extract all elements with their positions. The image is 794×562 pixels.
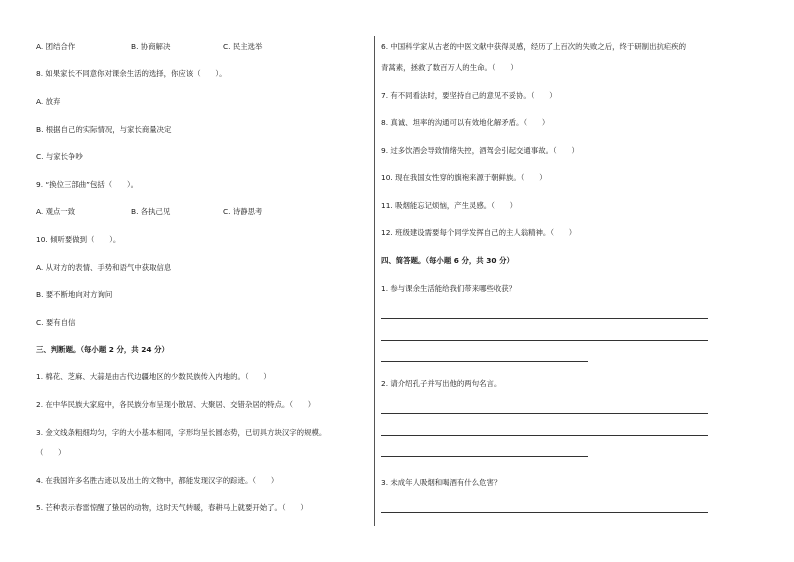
answer-line [381, 456, 588, 457]
section4-title: 四、简答题。（每小题 6 分，共 30 分） [381, 256, 514, 265]
q9-option-c: C. 诗静思考 [223, 207, 263, 216]
judge-item-9: 9. 过多饮酒会导致情绪失控，酒驾会引起交通事故。（ ） [381, 146, 579, 155]
q7-option-a: A. 团结合作 [36, 42, 76, 51]
answer-line [381, 361, 588, 362]
judge-item-2: 2. 在中华民族大家庭中，各民族分布呈现小散居、大聚居、交错杂居的特点。（ ） [36, 400, 316, 409]
q9-stem: 9. “换位三部曲”包括（ ）。 [36, 180, 139, 189]
judge-item-3: 3. 金文线条粗细均匀，字的大小基本相同，字形均呈长圆态势，已切具方块汉字的规模。 [36, 428, 327, 437]
judge-item-5: 5. 芒种表示春雷惊醒了蛰居的动物，这时天气转暖，春耕马上就要开始了。（ ） [36, 503, 308, 512]
q10-stem: 10. 倾听要做到（ ）。 [36, 235, 121, 244]
short-question-3: 3. 未成年人吸烟和喝酒有什么危害？ [381, 478, 502, 487]
q10-option-a: A. 从对方的表情、手势和语气中获取信息 [36, 263, 172, 272]
judge-item-1: 1. 棉花、芝麻、大蒜是由古代边疆地区的少数民族传入内地的。（ ） [36, 372, 271, 381]
judge-item-6-line1: 6. 中国科学家从古老的中医文献中获得灵感，经历了上百次的失败之后，终于研制出抗疟疾的 [381, 42, 687, 51]
judge-item-12: 12. 班级建设需要每个同学发挥自己的主人翁精神。（ ） [381, 228, 577, 237]
answer-line [381, 340, 708, 341]
column-divider [374, 36, 375, 526]
q7-option-c: C. 民主选举 [223, 42, 263, 51]
short-question-2: 2. 请介绍孔子并写出他的两句名言。 [381, 379, 502, 388]
judge-item-8: 8. 真诚、坦率的沟通可以有效地化解矛盾。（ ） [381, 118, 550, 127]
section3-title: 三、判断题。（每小题 2 分，共 24 分） [36, 345, 169, 354]
q9-option-a: A. 观点一致 [36, 207, 76, 216]
answer-line [381, 435, 708, 436]
q8-option-c: C. 与家长争吵 [36, 152, 83, 161]
judge-item-7: 7. 有不同看法时，要坚持自己的意见不妥协。（ ） [381, 91, 557, 100]
q7-option-b: B. 协商解决 [131, 42, 171, 51]
q9-option-b: B. 各执己见 [131, 207, 171, 216]
answer-line [381, 413, 708, 414]
judge-item-4: 4. 在我国许多名胜古迹以及出土的文物中，都能发现汉字的踪迹。（ ） [36, 476, 279, 485]
q10-option-c: C. 要有自信 [36, 318, 76, 327]
q8-option-b: B. 根据自己的实际情况，与家长商量决定 [36, 125, 172, 134]
judge-item-3-bracket: （ ） [36, 448, 66, 457]
q8-stem: 8. 如果家长不同意你对课余生活的选择，你应该（ ）。 [36, 69, 227, 78]
answer-line [381, 512, 708, 513]
judge-item-11: 11. 吸烟能忘记烦恼，产生灵感。（ ） [381, 201, 518, 210]
q10-option-b: B. 要不断地向对方询问 [36, 290, 113, 299]
short-question-1: 1. 参与课余生活能给我们带来哪些收获？ [381, 284, 517, 293]
judge-item-6-line2: 青蒿素，拯救了数百万人的生命。（ ） [381, 63, 518, 72]
judge-item-10: 10. 现在我国女性穿的旗袍来源于朝鲜族。（ ） [381, 173, 547, 182]
q8-option-a: A. 放弃 [36, 97, 61, 106]
answer-line [381, 318, 708, 319]
